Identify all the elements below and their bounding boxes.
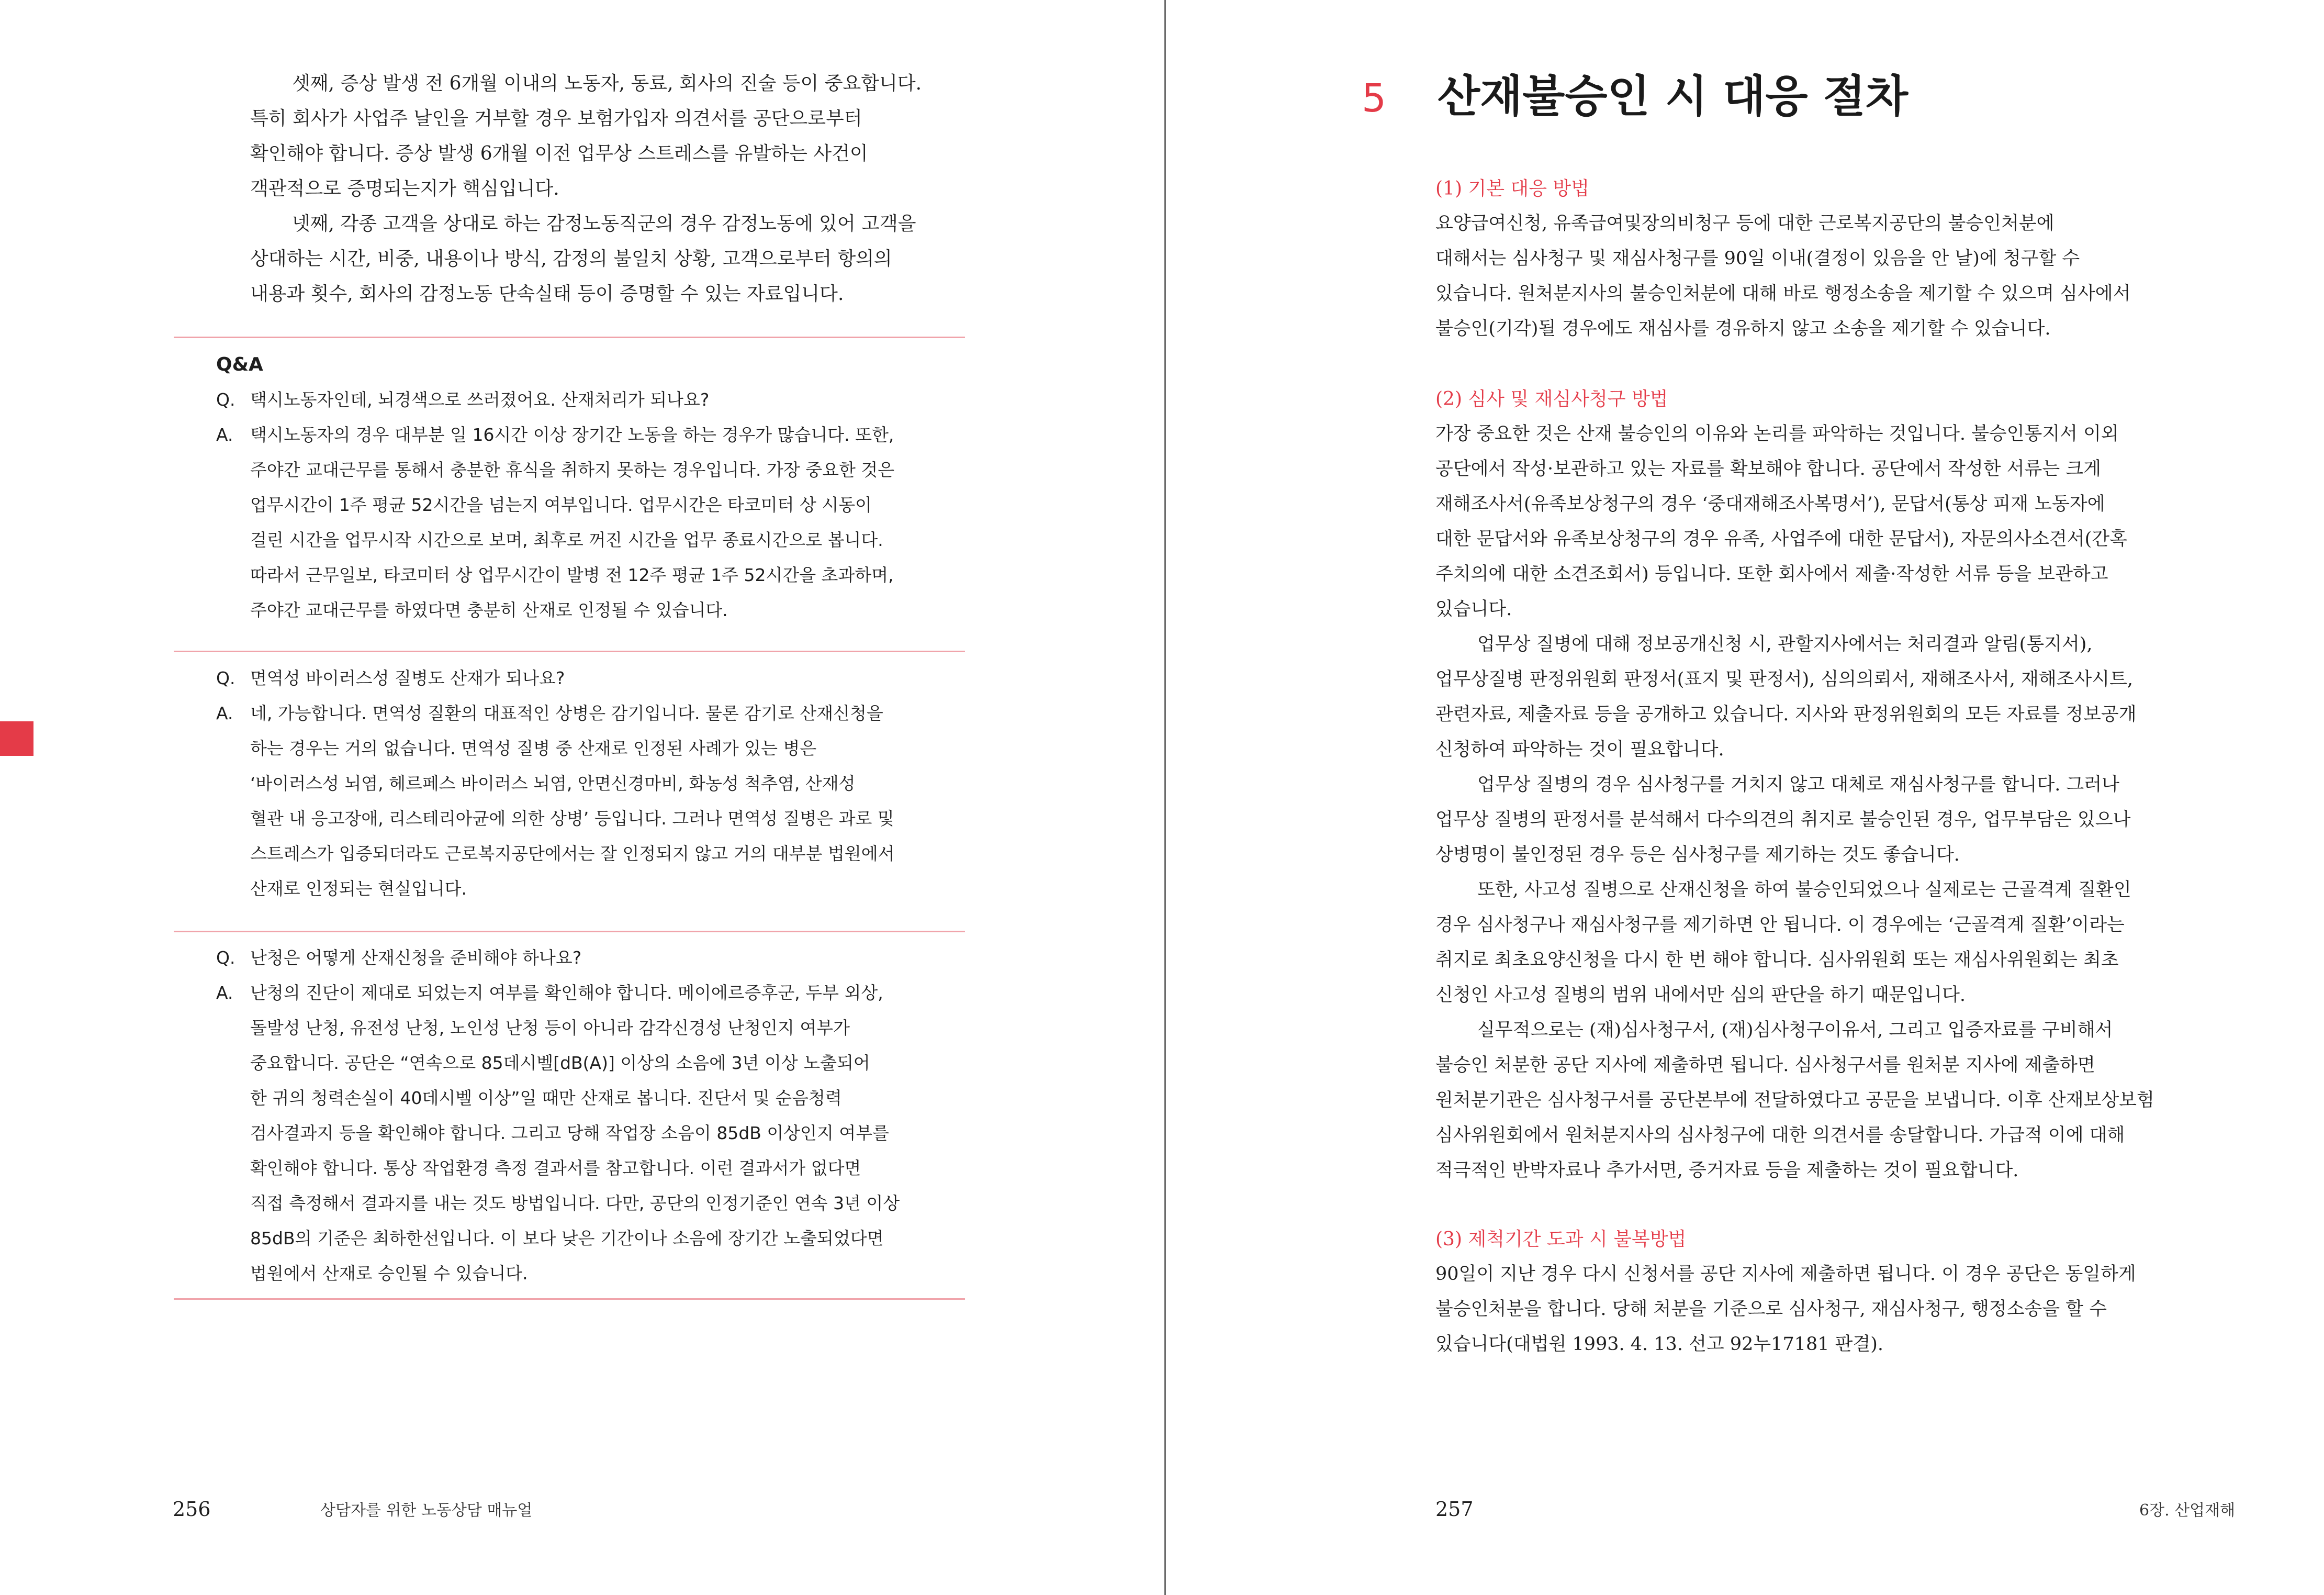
answer-line: 검사결과지 등을 확인해야 합니다. 그리고 당해 작업장 소음이 85dB 이상인지 여부를: [250, 1123, 890, 1143]
answer-line: 주야간 교대근무를 하였다면 충분히 산재로 인정될 수 있습니다.: [250, 600, 728, 620]
text-line: 원처분기관은 심사청구서를 공단본부에 전달하였다고 공문을 보냅니다. 이후 산재보상보험: [1435, 1090, 2154, 1111]
section-body-1: [1435, 206, 2130, 347]
question-text: 난청은 어떻게 산재신청을 준비해야 하나요?: [250, 947, 582, 968]
qa-item-1: [216, 382, 894, 628]
text-line: 재해조사서(유족보상청구의 경우 ‘중대재해조사복명서’), 문답서(통상 피재 노동자에: [1435, 494, 2105, 515]
answer-line: 확인해야 합니다. 통상 작업환경 측정 결과서를 참고합니다. 이런 결과서가 없다면: [250, 1158, 861, 1178]
question-line: [216, 940, 900, 975]
answer-line: [216, 696, 895, 731]
chapter-title: 산재불승인 시 대응 절차: [1438, 71, 1908, 122]
text-line: 셋째, 증상 발생 전 6개월 이내의 노동자, 동료, 회사의 진술 등이 중요합니다.: [292, 73, 922, 94]
answer-line: 하는 경우는 거의 없습니다. 면역성 질병 중 산재로 인정된 사례가 있는 병은: [250, 738, 817, 759]
qa-item-3: [216, 940, 900, 1291]
qa-heading: Q&A: [216, 354, 263, 375]
running-title-left: 상담자를 위한 노동상담 매뉴얼: [320, 1501, 533, 1520]
text-line: 업무상 질병의 경우 심사청구를 거치지 않고 대체로 재심사청구를 합니다. 그러나: [1477, 774, 2119, 795]
question-text: 면역성 바이러스성 질병도 산재가 되나요?: [250, 668, 565, 688]
section-body-3: [1435, 1257, 2136, 1362]
section-heading-1: (1) 기본 대응 방법: [1435, 178, 1589, 199]
text-line: 실무적으로는 (재)심사청구서, (재)심사청구이유서, 그리고 입증자료를 구비해서: [1477, 1020, 2113, 1041]
text-line: 적극적인 반박자료나 추가서면, 증거자료 등을 제출하는 것이 필요합니다.: [1435, 1160, 2019, 1181]
answer-line: ‘바이러스성 뇌염, 헤르페스 바이러스 뇌염, 안면신경마비, 화농성 척추염, 산재성: [250, 773, 856, 794]
a-marker: A.: [216, 703, 233, 723]
page-number-left: 256: [173, 1498, 211, 1521]
q-marker: Q.: [216, 668, 235, 688]
page-number-right: 257: [1435, 1498, 1474, 1521]
chapter-number: 5: [1362, 76, 1387, 121]
text-line: 업무상질병 판정위원회 판정서(표지 및 판정서), 심의의뢰서, 재해조사서, 재해조사시트,: [1435, 669, 2134, 690]
text-line: 특히 회사가 사업주 날인을 거부할 경우 보험가입자 의견서를 공단으로부터: [250, 108, 862, 129]
answer-line: 혈관 내 응고장애, 리스테리아균에 의한 상병’ 등입니다. 그러나 면역성 질병은 과로 및: [250, 808, 894, 829]
book-spine: [1164, 0, 1166, 1595]
text-line: 신청인 사고성 질병의 범위 내에서만 심의 판단을 하기 때문입니다.: [1435, 985, 1966, 1006]
text-line: 신청하여 파악하는 것이 필요합니다.: [1435, 739, 1724, 760]
text-line: 내용과 횟수, 회사의 감정노동 단속실태 등이 증명할 수 있는 자료입니다.: [250, 283, 844, 305]
qa-divider: [174, 1298, 965, 1300]
running-title-right: 6장. 산업재해: [2139, 1501, 2236, 1520]
answer-line: 산재로 인정되는 현실입니다.: [250, 878, 467, 899]
text-line: 관련자료, 제출자료 등을 공개하고 있습니다. 지사와 판정위원회의 모든 자료를 정보공개: [1435, 704, 2137, 725]
text-line: 업무상 질병의 판정서를 분석해서 다수의견의 취지로 불승인된 경우, 업무부담은 있으나: [1435, 809, 2131, 830]
text-line: 있습니다(대법원 1993. 4. 13. 선고 92누17181 판결).: [1435, 1334, 1884, 1355]
text-line: 대한 문답서와 유족보상청구의 경우 유족, 사업주에 대한 문답서), 자문의사소견서(간혹: [1435, 529, 2127, 550]
answer-line: 한 귀의 청력손실이 40데시벨 이상”일 때만 산재로 봅니다. 진단서 및 순음청력: [250, 1088, 842, 1108]
text-line: 또한, 사고성 질병으로 산재신청을 하여 불승인되었으나 실제로는 근골격계 질환인: [1477, 879, 2131, 900]
text-line: 있습니다. 원처분지사의 불승인처분에 대해 바로 행정소송을 제기할 수 있으며 심사에서: [1435, 283, 2131, 304]
text-line: 넷째, 각종 고객을 상대로 하는 감정노동직군의 경우 감정노동에 있어 고객을: [292, 213, 916, 235]
qa-divider: [174, 651, 965, 652]
qa-item-2: [216, 661, 895, 906]
text-line: 경우 심사청구나 재심사청구를 제기하면 안 됩니다. 이 경우에는 ‘근골격계 질환’이라는: [1435, 914, 2125, 935]
text-line: 가장 중요한 것은 산재 불승인의 이유와 논리를 파악하는 것입니다. 불승인통지서 이외: [1435, 423, 2119, 444]
text-line: 90일이 지난 경우 다시 신청서를 공단 지사에 제출하면 됩니다. 이 경우 공단은 동일하게: [1435, 1264, 2136, 1285]
text-line: 불승인(기각)될 경우에도 재심사를 경유하지 않고 소송을 제기할 수 있습니다.: [1435, 318, 2051, 339]
text-line: 객관적으로 증명되는지가 핵심입니다.: [250, 178, 559, 199]
text-line: 취지로 최초요양신청을 다시 한 번 해야 합니다. 심사위원회 또는 재심사위원회는 최초: [1435, 950, 2119, 971]
answer-line: 따라서 근무일보, 타코미터 상 업무시간이 발병 전 12주 평균 1주 52시간을 초과하며,: [250, 565, 894, 585]
answer-text: 난청의 진단이 제대로 되었는지 여부를 확인해야 합니다. 메이에르증후군, 두부 외상,: [250, 983, 883, 1003]
a-marker: A.: [216, 425, 233, 445]
answer-line: 돌발성 난청, 유전성 난청, 노인성 난청 등이 아니라 감각신경성 난청인지 여부가: [250, 1018, 850, 1038]
text-line: 요양급여신청, 유족급여및장의비청구 등에 대한 근로복지공단의 불승인처분에: [1435, 213, 2054, 234]
answer-line: 업무시간이 1주 평균 52시간을 넘는지 여부입니다. 업무시간은 타코미터 상 시동이: [250, 495, 872, 515]
answer-text: 택시노동자의 경우 대부분 일 16시간 이상 장기간 노동을 하는 경우가 많습니다. 또한,: [250, 425, 894, 445]
answer-text: 네, 가능합니다. 면역성 질환의 대표적인 상병은 감기입니다. 물론 감기로 산재신청을: [250, 703, 883, 723]
question-line: [216, 661, 895, 696]
left-intro-paragraphs: [250, 66, 922, 311]
text-line: 공단에서 작성·보관하고 있는 자료를 확보해야 합니다. 공단에서 작성한 서류는 크게: [1435, 459, 2101, 479]
chapter-tab-marker: [0, 721, 33, 756]
qa-divider: [174, 337, 965, 338]
text-line: 상대하는 시간, 비중, 내용이나 방식, 감정의 불일치 상황, 고객으로부터 항의의: [250, 248, 892, 270]
answer-line: 85dB의 기준은 최하한선입니다. 이 보다 낮은 기간이나 소음에 장기간 노출되었다면: [250, 1228, 884, 1248]
answer-line: 직접 측정해서 결과지를 내는 것도 방법입니다. 다만, 공단의 인정기준인 연속 3년 이상: [250, 1193, 900, 1213]
section-heading-3: (3) 제척기간 도과 시 불복방법: [1435, 1229, 1687, 1250]
answer-line: 법원에서 산재로 승인될 수 있습니다.: [250, 1263, 528, 1284]
text-line: 상병명이 불인정된 경우 등은 심사청구를 제기하는 것도 좋습니다.: [1435, 844, 1960, 865]
text-line: 불승인처분을 합니다. 당해 처분을 기준으로 심사청구, 재심사청구, 행정소송을 할 수: [1435, 1299, 2107, 1320]
text-line: 있습니다.: [1435, 599, 1512, 620]
q-marker: Q.: [216, 389, 235, 410]
qa-divider: [174, 931, 965, 932]
answer-line: 주야간 교대근무를 통해서 충분한 휴식을 취하지 못하는 경우입니다. 가장 중요한 것은: [250, 460, 895, 480]
text-line: 불승인 처분한 공단 지사에 제출하면 됩니다. 심사청구서를 원처분 지사에 제출하면: [1435, 1055, 2095, 1076]
answer-line: [216, 417, 894, 452]
text-line: 업무상 질병에 대해 정보공개신청 시, 관할지사에서는 처리결과 알림(통지서),: [1477, 634, 2093, 655]
question-text: 택시노동자인데, 뇌경색으로 쓰러졌어요. 산재처리가 되나요?: [250, 389, 710, 410]
text-line: 주치의에 대한 소견조회서) 등입니다. 또한 회사에서 제출·작성한 서류 등을 보관하고: [1435, 564, 2108, 585]
a-marker: A.: [216, 983, 233, 1003]
section-body-2: [1435, 417, 2154, 1188]
answer-line: 스트레스가 입증되더라도 근로복지공단에서는 잘 인정되지 않고 거의 대부분 법원에서: [250, 843, 895, 864]
text-line: 확인해야 합니다. 증상 발생 6개월 이전 업무상 스트레스를 유발하는 사건이: [250, 143, 868, 164]
text-line: 대해서는 심사청구 및 재심사청구를 90일 이내(결정이 있음을 안 날)에 청구할 수: [1435, 248, 2080, 269]
answer-line: 중요합니다. 공단은 “연속으로 85데시벨[dB(A)] 이상의 소음에 3년 이상 노출되어: [250, 1053, 870, 1073]
question-line: [216, 382, 894, 417]
text-line: 심사위원회에서 원처분지사의 심사청구에 대한 의견서를 송달합니다. 가급적 이에 대해: [1435, 1125, 2125, 1146]
answer-line: 걸린 시간을 업무시작 시간으로 보며, 최후로 꺼진 시간을 업무 종료시간으로 봅니다.: [250, 530, 883, 550]
q-marker: Q.: [216, 947, 235, 968]
section-heading-2: (2) 심사 및 재심사청구 방법: [1435, 388, 1668, 410]
answer-line: [216, 975, 900, 1010]
